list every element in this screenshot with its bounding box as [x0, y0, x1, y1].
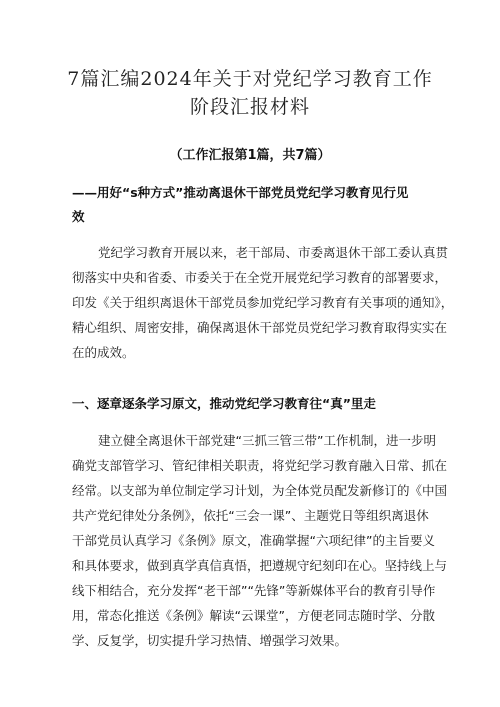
document-title-line-2: 阶段汇报材料	[189, 96, 310, 118]
section-1-heading: 一、逐章逐条学习原文，推动党纪学习教育往“真”里走	[72, 396, 376, 411]
paragraph-2-line: 学、反复学，切实提升学习热情、增强学习效果。	[72, 633, 348, 648]
document-subtitle: （工作汇报第1篇，共7篇）	[169, 148, 331, 163]
paragraph-1-line: 印发《关于组织离退休干部党员参加党纪学习教育有关事项的通知》，	[72, 295, 454, 310]
paragraph-1-line: 党纪学习教育开展以来，老干部局、市委离退休干部工委认真贯	[98, 245, 449, 260]
paragraph-2-line: 干部党员认真学习《条例》原文，准确掌握“六项纪律”的主旨要义	[72, 533, 435, 548]
paragraph-2-line: 确党支部管学习、管纪律相关职责，将党纪学习教育融入日常、抓在	[72, 458, 448, 473]
paragraph-2-line: 共产党纪律处分条例》，依托“三会一课”、主题党日等组织离退休	[72, 508, 429, 523]
paragraph-1-line: 在的成效。	[72, 345, 135, 360]
report-heading-line-2: 效	[72, 209, 85, 224]
paragraph-2-line: 经常。以支部为单位制定学习计划，为全体党员配发新修订的《中国	[72, 483, 448, 498]
report-heading-line-1: ——用好“s种方式”推动离退休干部党员党纪学习教育见行见	[72, 185, 409, 200]
paragraph-2-line: 线下相结合，充分发挥“老干部”“先锋”等新媒体平台的教育引导作	[72, 583, 436, 598]
paragraph-2-line: 建立健全离退休干部党建“三抓三管三带”工作机制，进一步明	[98, 433, 436, 448]
paragraph-1-line: 精心组织、周密安排，确保离退休干部党员党纪学习教育取得实实在	[72, 320, 448, 335]
document-title-line-1: 7篇汇编2024年关于对党纪学习教育工作	[67, 68, 433, 90]
paragraph-1-line: 彻落实中央和省委、市委关于在全党开展党纪学习教育的部署要求，	[72, 270, 448, 285]
paragraph-2-line: 用，常态化推送《条例》解读“云课堂”，方便老同志随时学、分散	[72, 608, 435, 623]
paragraph-2-line: 和具体要求，做到真学真信真悟，把遵规守纪刻印在心。坚持线上与	[72, 558, 448, 573]
